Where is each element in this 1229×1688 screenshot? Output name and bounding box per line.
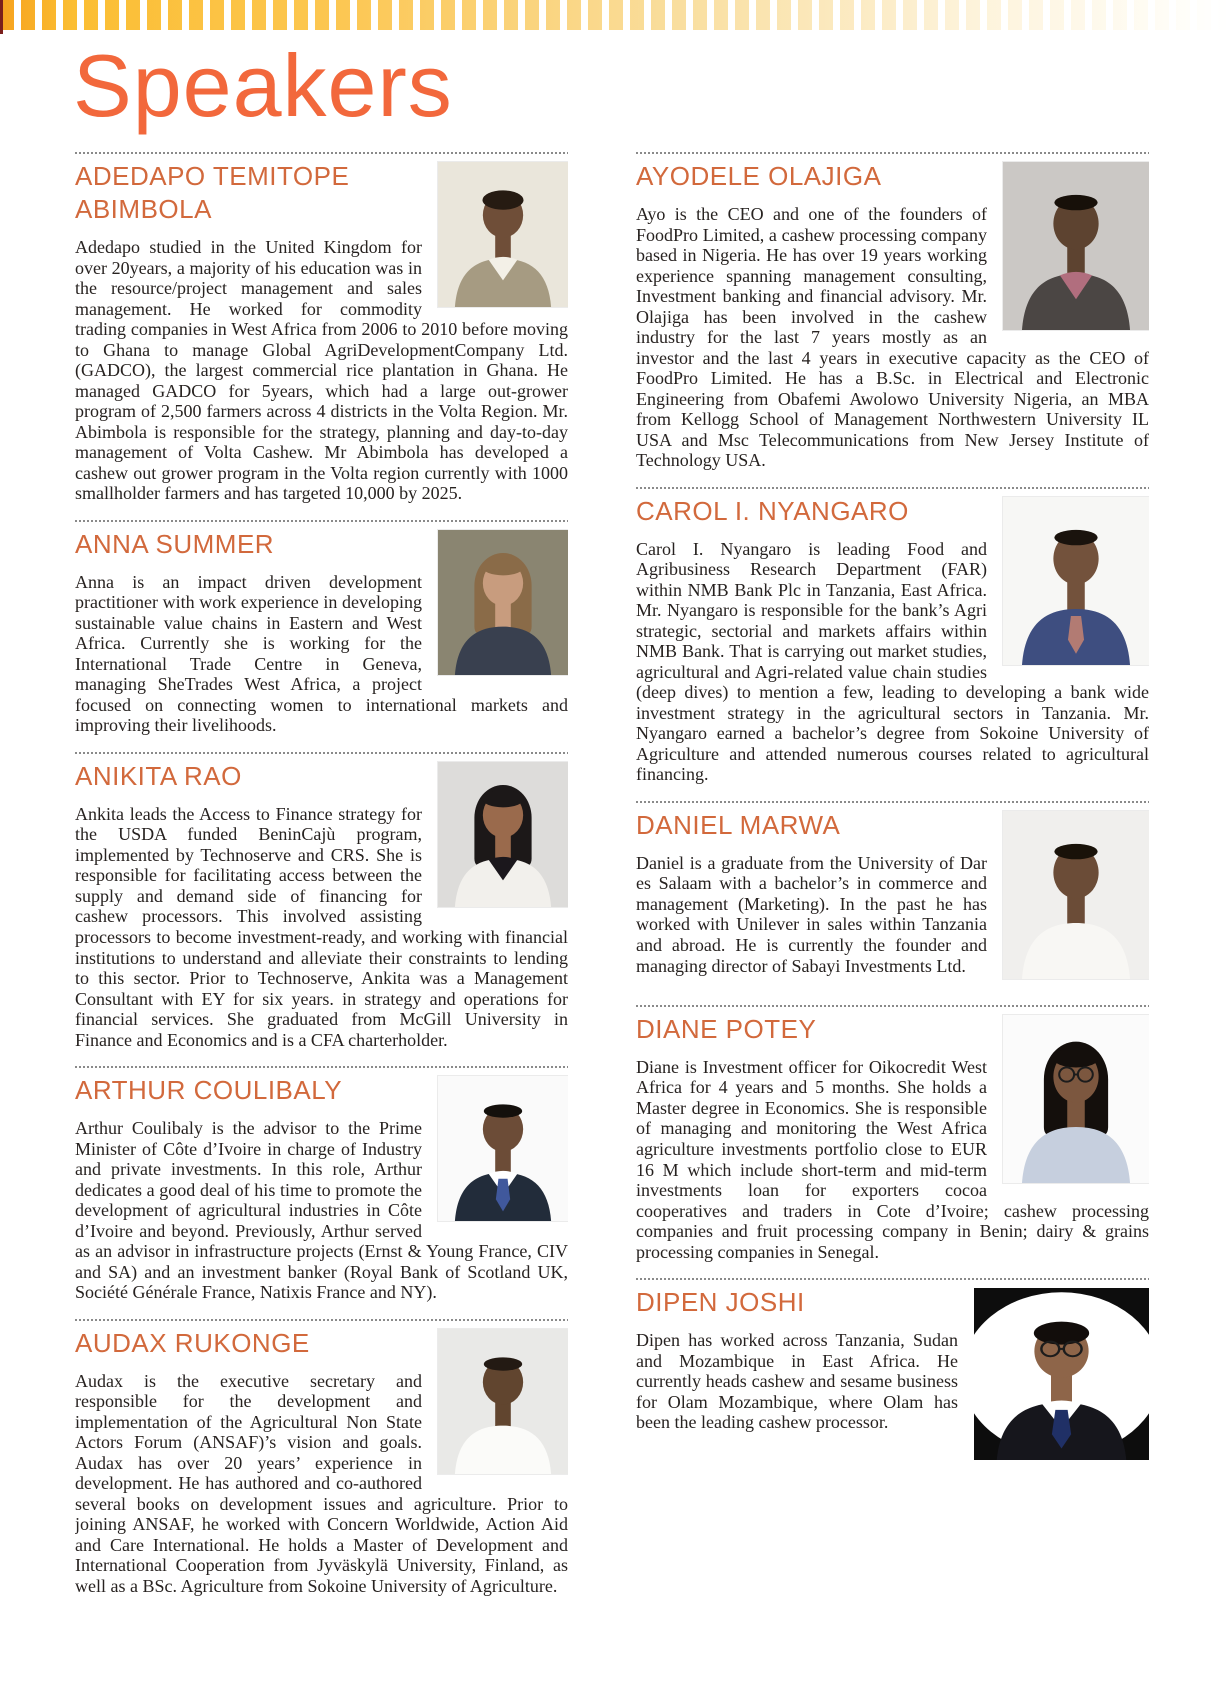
speaker-bio: Diane is Investment officer for Oikocredit West Africa for 4 years and 5 months. She holds a Master degree in Economics. She is responsible of managing and monitoring the West Africa agriculture investments portfolio close to EUR 16 M which include short-term and mid-term investments loan for exporters cocoa cooperatives and traders in Cote d’Ivoire; cashew processing companies and fruit processing company in Benin; dairy & grains processing companies in Senegal. <box>636 1056 1149 1262</box>
speaker-name: ANNA SUMMER <box>75 528 275 559</box>
speaker-section <box>75 1319 568 1597</box>
speaker-name: CAROL I. NYANGARO <box>636 495 909 526</box>
section-divider <box>636 1005 1149 1007</box>
speaker-name: ADEDAPO TEMITOPE ABIMBOLA <box>75 161 350 225</box>
speaker-section <box>636 1278 1149 1470</box>
section-divider <box>636 1278 1149 1280</box>
header-stripe-decoration <box>0 0 1229 30</box>
speaker-photo <box>1003 811 1149 979</box>
speaker-photo <box>438 1329 568 1474</box>
speaker-photo <box>438 762 568 907</box>
speaker-photo <box>438 530 568 675</box>
speaker-bio: Audax is the executive secretary and responsible for the development and implementation of the Agricultural Non State Actors Forum (ANSAF)’s vision and goals. Audax has over 20 years’ experience in development. He has authored and co-authored several books on development issues and agriculture. Prior to joining ANSAF, he worked with Concern Worldwide, Action Aid and Care International. He holds a Master of Development and International Cooperation from Jyväskylä University, Finland, as well as a BSc. Agriculture from Sokoine University of Agriculture. <box>75 1370 568 1596</box>
speaker-bio: Adedapo studied in the United Kingdom for over 20years, a majority of his education was in the resource/project management and sales management. He worked for commodity trading companies in West Africa from 2006 to 2010 before moving to Ghana to manage Global AgriDevelopmentCompany Ltd. (GADCO), the largest commercial rice plantation in Ghana. He managed GADCO for 5years, which had a large out-grower program of 2,500 farmers across 4 districts in the Volta Region. Mr. Abimbola is responsible for the strategy, planning and day-to-day management of Volta Cashew. Mr Abimbola has developed a cashew out grower program in the Volta region currently with 1000 smallholder farmers and has targeted 10,000 by 2025. <box>75 237 568 504</box>
page-edge-accent <box>0 0 3 34</box>
speaker-section <box>75 520 568 736</box>
speaker-section <box>636 487 1149 785</box>
speaker-photo <box>1003 497 1149 665</box>
speaker-photo <box>1003 1015 1149 1183</box>
speaker-bio: Ayo is the CEO and one of the founders of FoodPro Limited, a cashew processing company based in Nigeria. He has over 19 years working experience spanning management consulting, Investment banking and financial advisory. Mr. Olajiga has been involved in the cashew industry for the last 7 years mostly as an investor and the last 4 years in executive capacity as the CEO of FoodPro Limited. He has a B.Sc. in Electrical and Electronic Engineering from Obafemi Awolowo University Nigeria, an MBA from Kellogg School of Management Northwestern University IL USA and Msc Telecommunications from New Jersey Institute of Technology USA. <box>636 204 1149 471</box>
right-column <box>636 152 1149 1612</box>
speaker-photo <box>438 162 568 307</box>
speaker-name: ARTHUR COULIBALY <box>75 1075 343 1106</box>
speaker-name: AYODELE OLAJIGA <box>636 161 882 191</box>
speaker-photo <box>438 1076 568 1221</box>
speaker-section <box>75 152 568 504</box>
section-divider <box>636 801 1149 803</box>
speaker-bio: Ankita leads the Access to Finance strategy for the USDA funded BeninCajù program, implemented by Technoserve and CRS. She is responsible for facilitating access between the supply and demand side of financing for cashew processors. This involved assisting processors to become investment-ready, and working with financial institutions to understand and alleviate their constraints to lending to this sector. Prior to Technoserve, Ankita was a Management Consultant with EY for six years. in strategy and operations for financial services. She graduated from McGill University in Finance and Economics and is a CFA charterholder. <box>75 803 568 1050</box>
speaker-bio: Anna is an impact driven development practitioner with work experience in developing sustainable value chains in Eastern and West Africa. Currently she is working for the International Trade Centre in Geneva, managing SheTrades West Africa, a project focused on connecting women to international markets and improving their livelihoods. <box>75 571 568 736</box>
section-divider <box>75 520 568 522</box>
speaker-photo <box>974 1288 1149 1460</box>
speaker-name: DANIEL MARWA <box>636 809 841 840</box>
speaker-name: ANIKITA RAO <box>75 760 242 791</box>
section-divider <box>75 1319 568 1321</box>
speaker-name: AUDAX RUKONGE <box>75 1327 310 1358</box>
section-divider <box>75 752 568 754</box>
speaker-section <box>75 752 568 1050</box>
speaker-photo <box>1003 162 1149 330</box>
section-divider <box>75 1066 568 1068</box>
speaker-bio: Dipen has worked across Tanzania, Sudan and Mozambique in East Africa. He currently heads cashew and sesame business for Olam Mozambique, where Olam has been the leading cashew processor. <box>636 1330 958 1433</box>
speaker-section <box>636 152 1149 471</box>
speakers-columns <box>75 152 1154 1612</box>
speaker-section <box>636 1005 1149 1262</box>
speaker-bio: Carol I. Nyangaro is leading Food and Agribusiness Research Department (FAR) within NMB Bank Plc in Tanzania, East Africa. Mr. Nyangaro is responsible for the bank’s Agri strategic, sectorial and markets affairs within NMB Bank. That is carrying out market studies, agricultural and Agri-related value chain studies (deep dives) to mention a few, leading to developing a bank wide investment strategy in the agricultural sectors in Tanzania. Mr. Nyangaro earned a bachelor’s degree from Sokoine University of Agriculture and attended numerous courses related to agricultural financing. <box>636 538 1149 785</box>
speaker-name: DIANE POTEY <box>636 1013 817 1044</box>
page-title: Speakers <box>73 36 453 135</box>
section-divider <box>636 152 1149 154</box>
speaker-bio: Daniel is a graduate from the University of Dar es Salaam with a bachelor’s in commerce and management (Marketing). In the past he has worked with Unilever in sales within Tanzania and abroad. He is currently the founder and managing director of Sabayi Investments Ltd. <box>636 852 987 976</box>
speaker-bio: Arthur Coulibaly is the advisor to the Prime Minister of Côte d’Ivoire in charge of Industry and private investments. In this role, Arthur dedicates a good deal of his time to promote the development of agricultural industries in Côte d’Ivoire and beyond. Previously, Arthur served as an advisor in infrastructure projects (Ernst & Young France, CIV and SA) and an investment banker (Royal Bank of Scotland UK, Société Générale France, Natixis France and NY). <box>75 1118 568 1303</box>
speaker-name: DIPEN JOSHI <box>636 1287 805 1318</box>
speaker-section <box>636 801 1149 989</box>
speaker-section <box>75 1066 568 1303</box>
left-column <box>75 152 568 1612</box>
section-divider <box>636 487 1149 489</box>
section-divider <box>75 152 568 154</box>
